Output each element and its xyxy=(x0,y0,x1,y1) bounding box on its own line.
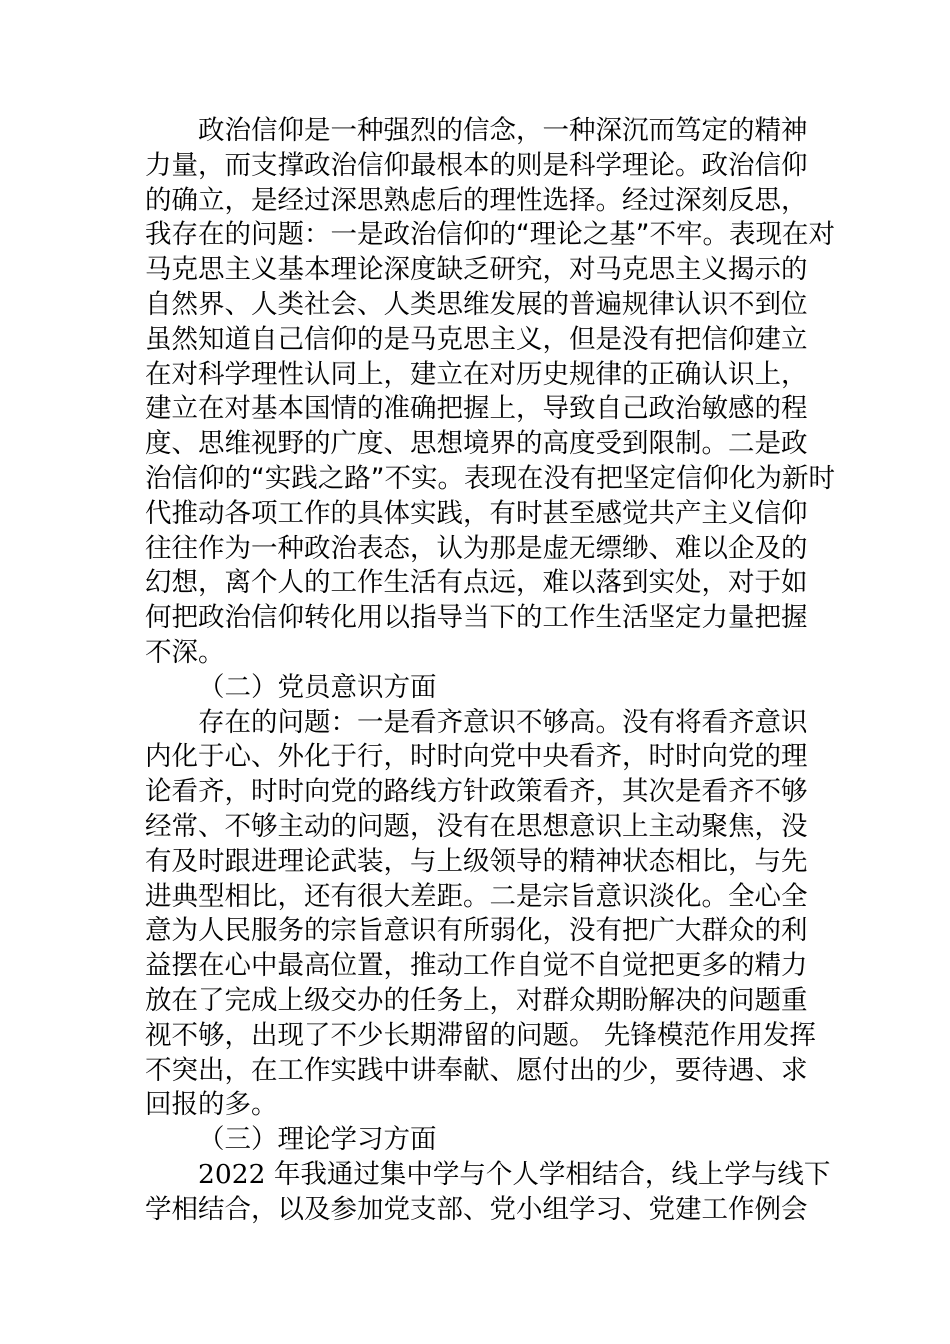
text-line: 意为人民服务的宗旨意识有所弱化，没有把广大群众的利 xyxy=(145,915,808,947)
text-line: 的确立，是经过深思熟虑后的理性选择。经过深刻反思， xyxy=(145,184,808,216)
text-line: 马克思主义基本理论深度缺乏研究，对马克思主义揭示的 xyxy=(145,254,808,286)
text-line: 视不够，出现了不少长期滞留的问题。 先锋模范作用发挥 xyxy=(145,1019,816,1051)
text-line: 何把政治信仰转化用以指导当下的工作生活坚定力量把握 xyxy=(145,602,808,634)
section-heading-theory-study: （三）理论学习方面 xyxy=(198,1124,437,1156)
text-line: 进典型相比，还有很大差距。二是宗旨意识淡化。全心全 xyxy=(145,880,808,912)
text-line: 治信仰的“实践之路”不实。表现在没有把坚定信仰化为新时 xyxy=(145,462,835,494)
document-body xyxy=(145,114,835,1228)
paragraph-political-belief xyxy=(145,114,835,671)
section-heading-party-awareness: （二）党员意识方面 xyxy=(198,671,437,703)
text-line: 论看齐，时时向党的路线方针政策看齐，其次是看齐不够 xyxy=(145,776,808,808)
text-line: 往往作为一种政治表态，认为那是虚无缥缈、难以企及的 xyxy=(145,532,808,564)
text-line: 政治信仰是一种强烈的信念，一种深沉而笃定的精神 xyxy=(198,115,808,146)
text-line: 我存在的问题：一是政治信仰的“理论之基”不牢。表现在对 xyxy=(145,219,835,251)
text-line: 有及时跟进理论武装，与上级领导的精神状态相比，与先 xyxy=(145,845,808,877)
text-line: 回报的多。 xyxy=(145,1089,278,1121)
text-line: 存在的问题：一是看齐意识不够高。没有将看齐意识 xyxy=(198,706,808,738)
text-line xyxy=(145,1158,831,1193)
text-line: 建立在对基本国情的准确把握上，导致自己政治敏感的程 xyxy=(145,393,808,425)
text-line: 经常、不够主动的问题，没有在思想意识上主动聚焦，没 xyxy=(145,810,808,842)
text-line: 学相结合，以及参加党支部、党小组学习、党建工作例会 xyxy=(145,1193,808,1225)
text-line: 自然界、人类社会、人类思维发展的普遍规律认识不到位 xyxy=(145,288,808,320)
text-line: 不突出，在工作实践中讲奉献、愿付出的少，要待遇、求 xyxy=(145,1054,808,1086)
text-line: 代推动各项工作的具体实践，有时甚至感觉共产主义信仰 xyxy=(145,497,808,529)
text-line: 在对科学理性认同上，建立在对历史规律的正确认识上， xyxy=(145,358,808,390)
text-line: 益摆在心中最高位置，推动工作自觉不自觉把更多的精力 xyxy=(145,950,808,982)
text-line: 不深。 xyxy=(145,636,225,668)
text-line: 度、思维视野的广度、思想境界的高度受到限制。二是政 xyxy=(145,428,808,460)
text-line: 虽然知道自己信仰的是马克思主义，但是没有把信仰建立 xyxy=(145,323,808,355)
paragraph-theory-study xyxy=(145,1158,831,1228)
text-line: 内化于心、外化于行，时时向党中央看齐，时时向党的理 xyxy=(145,741,808,773)
text-line: 力量，而支撑政治信仰最根本的则是科学理论。政治信仰 xyxy=(145,149,808,181)
text-line: 幻想，离个人的工作生活有点远，难以落到实处，对于如 xyxy=(145,567,808,599)
text-segment: 年我通过集中学与个人学相结合，线上学与线下 xyxy=(265,1158,831,1190)
text-line: 放在了完成上级交办的任务上，对群众期盼解决的问题重 xyxy=(145,984,808,1016)
paragraph-party-awareness xyxy=(145,706,816,1124)
year-text: 2022 xyxy=(198,1158,266,1190)
